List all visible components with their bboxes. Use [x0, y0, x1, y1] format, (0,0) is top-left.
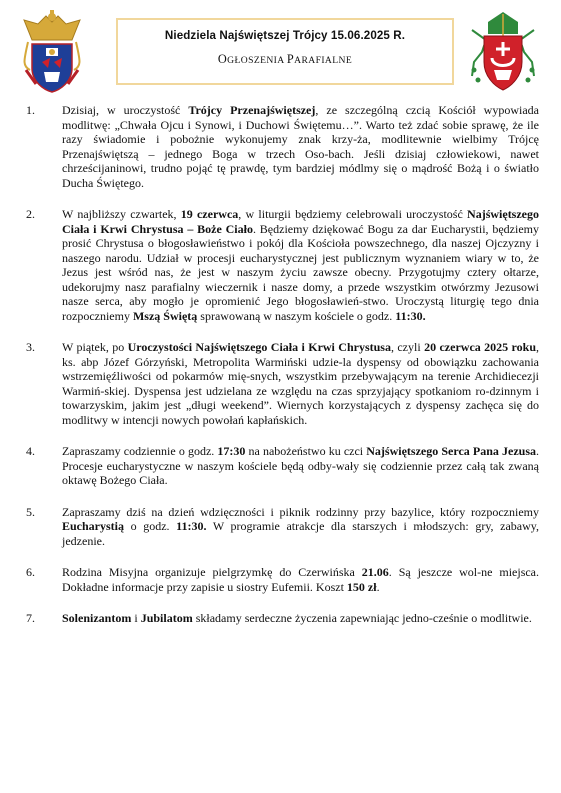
announcement-number: 4.: [26, 444, 35, 458]
announcement-text-bold: Mszą Świętą: [132, 308, 198, 323]
page-subtitle: [118, 52, 452, 67]
announcement-text-bold: 19 czerwca: [180, 207, 239, 221]
announcement-number: 2.: [26, 207, 35, 221]
subtitle-initial-p: P: [286, 52, 295, 66]
announcement-text-bold: 17:30: [217, 444, 246, 458]
announcement-number: 7.: [26, 611, 35, 625]
announcement-text: [62, 207, 539, 323]
announcement-text-run: na nabożeństwo ku czci: [245, 444, 367, 458]
announcement-text-bold: 11:30.: [395, 308, 426, 323]
announcement-text-run: . Będziemy dziękować Bogu za dar Eucharystii, będziemy prosić Chrystusa o błogosławieństwo i pokój dla Kościoła powszechnego, dla naszej Ojczyzny i naszego narodu. Udział w procesji eucharystycznej jest publicznym wyznaniem wiary w to, że Jezus jest wśród nas, że jest w naszym życiu zawsze obecny. Przygotujmy cztery ołtarze, udekorujmy nasz parafialny wieczernik i nasze domy, a przede wszystkim otwórzmy Jezusowi nasze serca, aby mogło je opromienić Jego błogosławień-stwo. Uroczystą liturgię tego dnia rozpoczniemy: [62, 221, 539, 323]
announcement-item: [24, 103, 539, 190]
announcement-text-run: i: [131, 611, 141, 625]
announcement-text-run: . Są jeszcze wol-ne miejsca. Dokładne informacje przy zapisie u siostry Eufemii. Koszt: [62, 565, 540, 594]
announcement-text-run: o godz.: [124, 519, 177, 533]
announcement-text-run: , w liturgii będziemy celebrowali uroczystość: [238, 207, 468, 221]
announcement-number: 5.: [26, 504, 35, 519]
announcement-text-run: W programie atrakcje dla starszych i młodszych: gry, zabawy, jedzenie.: [62, 519, 539, 548]
announcement-text-bold: Najświętszego Serca Pana Jezusa: [366, 444, 536, 458]
announcement-text-bold: Solenizantom: [62, 611, 132, 625]
announcement-text-run: Zapraszamy dziś na dzień wdzięczności i piknik rodzinny przy bazylice, który rozpoczniemy: [62, 504, 539, 519]
announcement-text-bold: Najświętszego Ciała i Krwi Chrystusa – Boże Ciało: [62, 207, 540, 236]
announcement-text: [62, 340, 539, 427]
announcement-item: [24, 611, 539, 626]
announcement-text-run: Dzisiaj, w uroczystość: [62, 103, 189, 117]
announcement-text-bold: Uroczystości Najświętszego Ciała i Krwi Chrystusa: [127, 340, 391, 354]
announcement-text-bold: Jubilatom: [140, 611, 193, 625]
announcement-text-run: , czyli: [390, 340, 425, 354]
announcement-text-run: W najbliższy czwartek,: [62, 207, 181, 221]
announcement-text-run: składamy serdeczne życzenia zapewniając jedno-cześnie o modlitwie.: [192, 611, 532, 625]
announcement-number: 3.: [26, 340, 35, 354]
announcement-text-bold: Trójcy Przenajświętszej: [188, 103, 316, 117]
announcement-text: [62, 444, 539, 488]
announcements-list: [24, 103, 539, 643]
announcement-item: [24, 444, 539, 488]
page-title: Niedziela Najświętszej Trójcy 15.06.2025 R.: [164, 29, 406, 42]
announcement-text-run: sprawowaną w naszym kościele o godz.: [197, 308, 396, 323]
announcement-text-bold: 11:30.: [176, 519, 207, 533]
announcement-text: [62, 505, 539, 549]
announcement-text-run: .: [376, 579, 380, 594]
announcement-text: [62, 611, 539, 626]
announcement-item: [24, 565, 539, 594]
announcement-item: [24, 340, 539, 427]
announcement-text: [62, 103, 539, 190]
announcement-text-run: , ks. abp Józef Górzyński, Metropolita Warmiński udzie-la dyspensy od obowiązku zachowania wstrzemięźliwości od pokarmów mię-snych, wszystkim przebywającym na terenie Archidiecezji Warmiń-skiej. Dyspensa jest udzielana ze względu na czas sprzyjający spotkaniom ro-dzinnym i towarzyskim, jakim jest „długi weekend”. Wiernych korzystających z dyspensy zachęca się do modlitwy w intencji nowych powołań kapłańskich.: [62, 340, 540, 427]
bishop-coat-of-arms-icon: [468, 10, 538, 92]
announcement-text-bold: Eucharystią: [62, 519, 125, 533]
announcement-text: [62, 565, 539, 594]
announcement-text-bold: 21.06: [361, 565, 389, 579]
announcement-text-bold: 20 czerwca 2025 roku: [424, 340, 537, 354]
announcement-text-run: W piątek, po: [62, 340, 128, 354]
announcement-text-run: , ze szczególną czcią Kościół wypowiada modlitwę: „Chwała Ojcu i Synowi, i Duchowi Świętemu…”. Warto też zdać sobie sprawę, że ile razy świadomie i pobożnie wykonujemy znak krzy-ża, modlitewnie wielbimy Trójcę Przenajświętszą – jednego Boga w trzech Oso-bach. Jeśli dzisiaj człowiekowi, nawet chrześcijaninowi, trudno pojąć tę prawdę, tym bardziej módlmy się o mądrość Bożą i o światło Ducha Świętego.: [62, 103, 539, 190]
announcement-text-run: Zapraszamy codziennie o godz.: [62, 444, 218, 458]
subtitle-initial-o: O: [217, 52, 228, 66]
announcement-item: [24, 207, 539, 323]
announcement-text-run: . Procesje eucharystyczne w naszym kościele będą odby-wały się codziennie przez całą tak zwaną oktawę Bożego Ciała.: [62, 444, 539, 487]
subtitle-word-ogloszenia: GŁOSZENIA: [227, 55, 287, 66]
announcement-text-run: Rodzina Misyjna organizuje pielgrzymkę do Czerwińska: [62, 565, 362, 579]
papal-coat-of-arms-icon: [18, 10, 86, 94]
announcement-item: [24, 505, 539, 549]
subtitle-word-parafialne: ARAFIALNE: [294, 55, 353, 66]
title-frame: [116, 18, 454, 85]
announcement-text-bold: 150 zł: [346, 579, 377, 594]
announcement-number: 6.: [26, 565, 35, 579]
announcement-number: 1.: [26, 103, 35, 117]
